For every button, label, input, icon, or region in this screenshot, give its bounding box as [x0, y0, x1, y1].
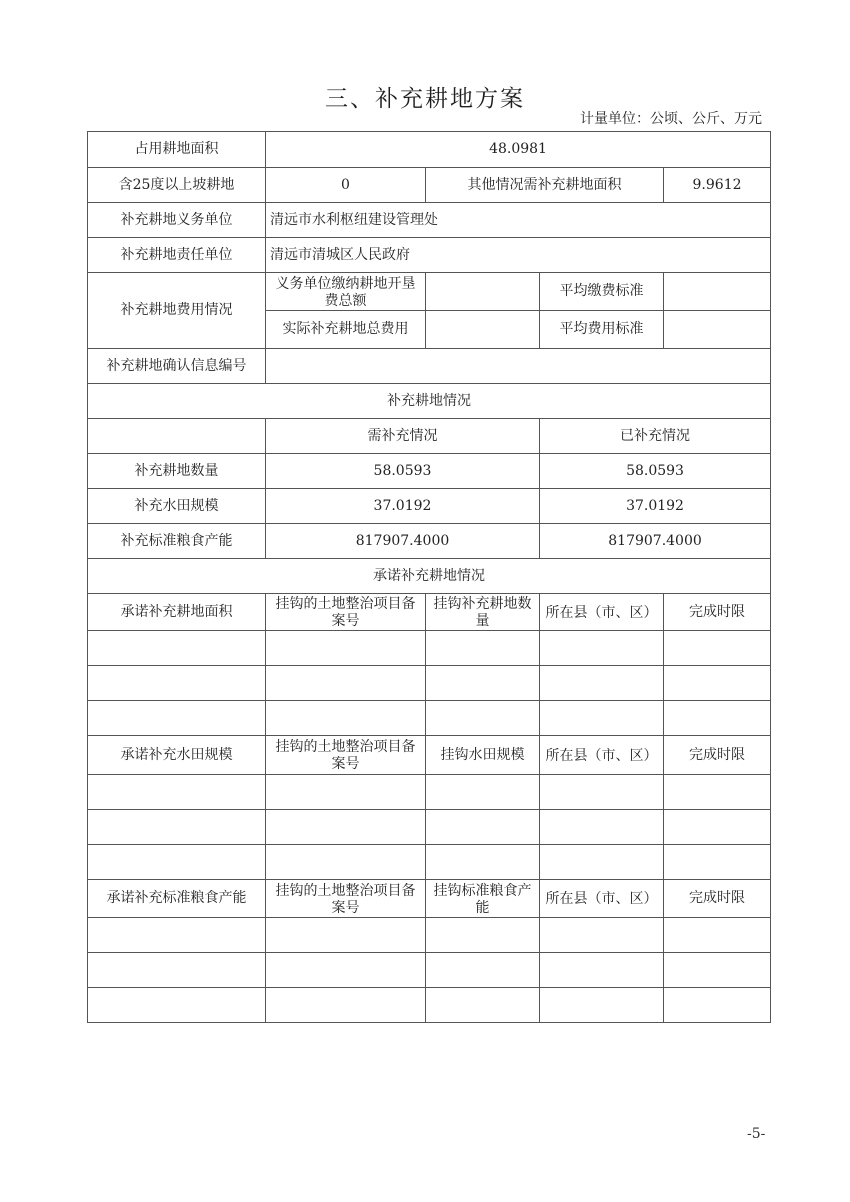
- row-supplement-header: [88, 419, 771, 454]
- label-avg-fee-std: 平均缴费标准: [540, 273, 664, 311]
- col-linked-grain: 挂钩标准粮食产能: [426, 880, 540, 918]
- promise-block-1-row: [88, 845, 771, 880]
- promise-block-0-row: [88, 666, 771, 701]
- value-avg-cost-std: [664, 311, 771, 349]
- label-slope25: 含25度以上坡耕地: [88, 168, 266, 203]
- value-done-qty: 58.0593: [540, 454, 771, 489]
- label-occupied-area: 占用耕地面积: [88, 132, 266, 168]
- value-other-area: 9.9612: [664, 168, 771, 203]
- label-grain-capacity: 补充标准粮食产能: [88, 524, 266, 559]
- value-fee-total: [426, 273, 540, 311]
- col-project-no: 挂钩的土地整治项目备案号: [266, 880, 426, 918]
- row-occupied-area: [88, 132, 771, 168]
- value-slope25: 0: [266, 168, 426, 203]
- value-done-paddy: 37.0192: [540, 489, 771, 524]
- label-confirm-no: 补充耕地确认信息编号: [88, 349, 266, 384]
- col-linked-qty: 挂钩补充耕地数量: [426, 594, 540, 631]
- promise-block-2-header: [88, 880, 771, 918]
- col-need: 需补充情况: [266, 419, 540, 454]
- section-title-supplement: 补充耕地情况: [88, 384, 771, 419]
- label-obligor: 补充耕地义务单位: [88, 203, 266, 238]
- row-obligor: [88, 203, 771, 238]
- label-promise-paddy: 承诺补充水田规模: [88, 736, 266, 775]
- label-avg-cost-std: 平均费用标准: [540, 311, 664, 349]
- col-county: 所在县（市、区）: [540, 736, 664, 775]
- value-done-grain: 817907.4000: [540, 524, 771, 559]
- label-supplement-qty: 补充耕地数量: [88, 454, 266, 489]
- promise-block-2-row: [88, 953, 771, 988]
- unit-label: 计量单位：公顷、公斤、万元: [580, 111, 762, 127]
- row-fees-1: [88, 273, 771, 311]
- value-confirm-no: [266, 349, 771, 384]
- col-done: 已补充情况: [540, 419, 771, 454]
- col-project-no: 挂钩的土地整治项目备案号: [266, 736, 426, 775]
- value-need-paddy: 37.0192: [266, 489, 540, 524]
- value-need-qty: 58.0593: [266, 454, 540, 489]
- label-other-area: 其他情况需补充耕地面积: [426, 168, 664, 203]
- row-slope25: [88, 168, 771, 203]
- label-responsible: 补充耕地责任单位: [88, 238, 266, 273]
- row-supplement-1: [88, 489, 771, 524]
- blank-header-cell: [88, 419, 266, 454]
- label-promise-area: 承诺补充耕地面积: [88, 594, 266, 631]
- row-responsible: [88, 238, 771, 273]
- section-title-promise: 承诺补充耕地情况: [88, 559, 771, 594]
- page-title: 三、补充耕地方案: [325, 86, 525, 112]
- label-actual-cost: 实际补充耕地总费用: [266, 311, 426, 349]
- label-promise-grain: 承诺补充标准粮食产能: [88, 880, 266, 918]
- promise-block-2-row: [88, 918, 771, 953]
- section-promise: [88, 559, 771, 594]
- col-county: 所在县（市、区）: [540, 594, 664, 631]
- col-project-no: 挂钩的土地整治项目备案号: [266, 594, 426, 631]
- promise-block-0-row: [88, 701, 771, 736]
- value-need-grain: 817907.4000: [266, 524, 540, 559]
- row-supplement-2: [88, 524, 771, 559]
- row-supplement-0: [88, 454, 771, 489]
- promise-block-1-row: [88, 775, 771, 810]
- label-fee-total: 义务单位缴纳耕地开垦费总额: [266, 273, 426, 311]
- value-obligor: 清远市水利枢纽建设管理处: [266, 203, 771, 238]
- page-number: -5-: [747, 1126, 766, 1142]
- value-actual-cost: [426, 311, 540, 349]
- section-supplement: [88, 384, 771, 419]
- promise-block-0-header: [88, 594, 771, 631]
- value-avg-fee-std: [664, 273, 771, 311]
- promise-block-0-row: [88, 631, 771, 666]
- col-deadline: 完成时限: [664, 880, 771, 918]
- promise-block-1-header: [88, 736, 771, 775]
- promise-block-2-row: [88, 988, 771, 1023]
- col-linked-paddy: 挂钩水田规模: [426, 736, 540, 775]
- col-deadline: 完成时限: [664, 594, 771, 631]
- value-occupied-area: 48.0981: [266, 132, 771, 168]
- col-county: 所在县（市、区）: [540, 880, 664, 918]
- row-confirm-no: [88, 349, 771, 384]
- supplement-plan-table: [87, 131, 771, 1023]
- value-responsible: 清远市清城区人民政府: [266, 238, 771, 273]
- promise-block-1-row: [88, 810, 771, 845]
- col-deadline: 完成时限: [664, 736, 771, 775]
- label-fees: 补充耕地费用情况: [88, 273, 266, 349]
- label-paddy-scale: 补充水田规模: [88, 489, 266, 524]
